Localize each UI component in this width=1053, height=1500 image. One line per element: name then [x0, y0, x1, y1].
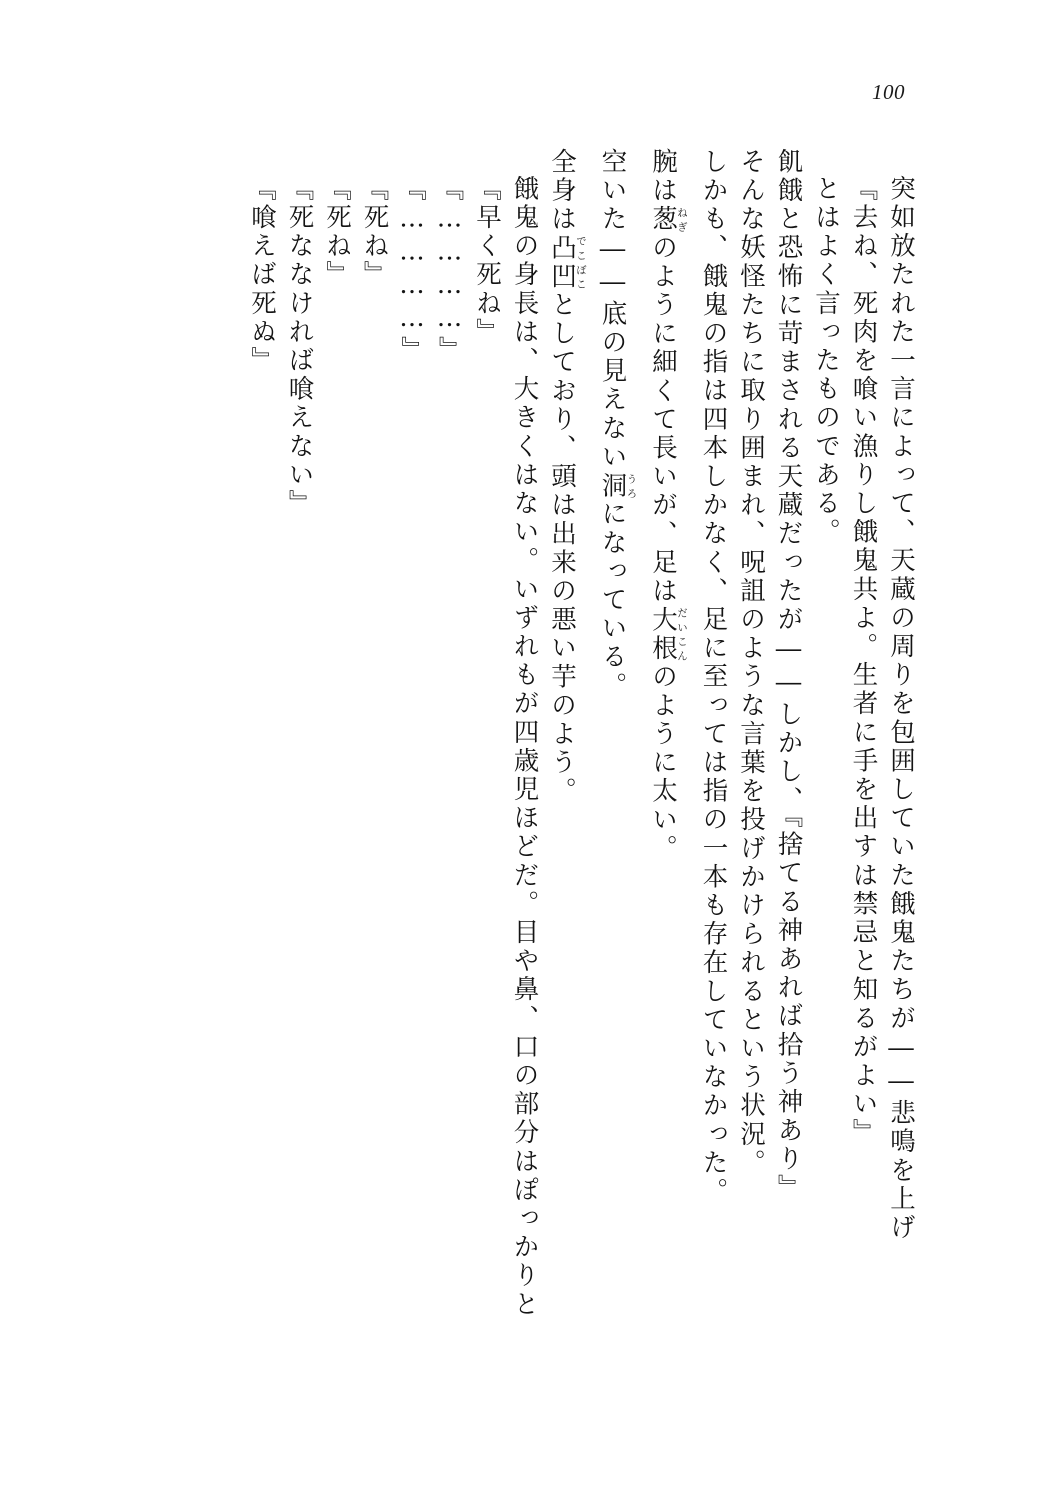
text-column-ruby: 空いた――底の見えない洞うろになっている。: [597, 148, 638, 701]
text-column-ruby: 腕は葱ねぎのように細くて長いが、足は大根だいこんのように太い。: [648, 148, 688, 864]
text-column: 『死ね』: [322, 175, 352, 290]
vertical-text-body: [123, 148, 916, 1363]
text-column: 突如放たれた一言によって、天蔵の周りを包囲していた餓鬼たちが――悲鳴を上げ: [886, 175, 916, 1243]
text-column: 『死ななければ喰えない』: [284, 175, 315, 519]
text-column: 『去ね、死肉を喰い漁りし餓鬼共よ。生者に手を出すは禁忌と知るがよい』: [848, 175, 879, 1148]
text-column: 『早く死ね』: [472, 175, 502, 347]
text-column: 飢餓と恐怖に苛まされる天蔵だったが――しかし、『捨てる神あれば拾う神あり』: [773, 148, 804, 1203]
text-column-ruby: 全身は凸凹でこぼことしており、頭は出来の悪い芋のよう。: [547, 148, 587, 806]
page-number: 100: [872, 80, 905, 104]
text-column: 餓鬼の身長は、大きくはない。いずれもが四歳児ほどだ。目や鼻、口の部分はぽっかりと: [509, 175, 540, 1319]
text-column: 『死ね』: [359, 175, 390, 290]
text-column: 『…………』: [434, 175, 465, 365]
text-column: そんな妖怪たちに取り囲まれ、呪詛のような言葉を投げかけられるという状況。: [736, 148, 766, 1178]
text-column: 『…………』: [397, 175, 427, 365]
text-column: しかも、餓鬼の指は四本しかなく、足に至っては指の一本も存在していなかった。: [698, 148, 729, 1207]
text-column: とはよく言ったものである。: [811, 175, 841, 547]
text-column: 『喰えば死ぬ』: [247, 175, 277, 376]
